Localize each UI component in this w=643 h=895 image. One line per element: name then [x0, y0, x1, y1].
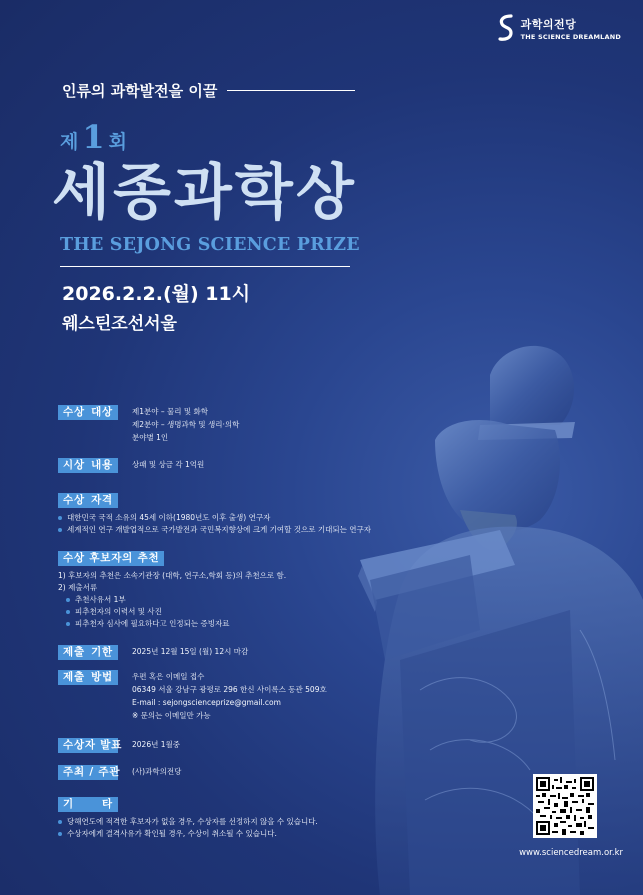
qualification-text: 대한민국 국적 소유의 45세 이하(1980년도 이후 출생) 연구자	[67, 513, 271, 522]
logo-name-ko: 과학의전당	[520, 17, 577, 31]
edition-prefix: 제	[60, 131, 79, 153]
qualification-item	[58, 512, 371, 524]
bullet-icon	[58, 516, 62, 520]
section-qualification	[58, 488, 371, 536]
label-target: 수상 대상	[58, 405, 118, 420]
label-etc: 기 타	[58, 797, 118, 812]
etc-text: 수상자에게 결격사유가 확인될 경우, 수상이 취소될 수 있습니다.	[67, 829, 277, 838]
event-date: 2026.2.2.(월) 11시	[62, 283, 251, 305]
section-nomination	[58, 546, 286, 630]
qualification-text: 세계적인 연구 개발업적으로 국가발전과 국민복지향상에 크게 기여할 것으로 기대되는 연구자	[67, 525, 372, 534]
event-venue: 웨스틴조선서울	[62, 314, 177, 334]
edition	[60, 118, 127, 156]
etc-item	[58, 828, 318, 840]
website-url[interactable]: www.sciencedream.or.kr	[519, 848, 623, 858]
bullet-icon	[58, 820, 62, 824]
bullet-icon	[58, 832, 62, 836]
title-korean: 세종과학상	[52, 158, 357, 228]
document-text: 추천사유서 1부	[75, 595, 126, 604]
bullet-icon	[66, 598, 70, 602]
edition-suffix: 회	[108, 131, 127, 153]
qr-code-icon	[536, 777, 594, 835]
label-nomination: 수상 후보자의 추천	[58, 551, 164, 566]
nomination-line: 2) 제출서류	[58, 583, 98, 592]
section-announce	[58, 738, 180, 753]
tagline-rule	[227, 90, 355, 91]
section-method	[58, 670, 327, 722]
label-method: 제출 방법	[58, 670, 118, 685]
title-english: THE SEJONG SCIENCE PRIZE	[60, 235, 360, 255]
deadline-value: 2025년 12월 15일 (월) 12시 마감	[132, 647, 249, 656]
qr-code[interactable]	[533, 774, 597, 838]
bullet-icon	[58, 528, 62, 532]
document-text: 피추천자의 이력서 및 사진	[75, 607, 162, 616]
announce-value: 2026년 1월중	[132, 740, 180, 749]
section-host	[58, 765, 181, 780]
logo-mark-icon	[497, 14, 515, 42]
label-host: 주최 / 주관	[58, 765, 118, 780]
target-line: 제1분야 – 물리 및 화학	[132, 407, 209, 416]
label-announce: 수상자 발표	[58, 738, 118, 753]
king-sejong-statue-illustration	[340, 330, 643, 895]
award-value: 상패 및 상금 각 1억원	[132, 460, 205, 469]
target-line: 제2분야 – 생명과학 및 생리·의학	[132, 420, 240, 429]
label-deadline: 제출 기한	[58, 645, 118, 660]
method-line: E-mail : sejongscienceprize@gmail.com	[132, 698, 281, 707]
method-values	[132, 670, 327, 722]
document-text: 피추천자 심사에 필요하다고 인정되는 증빙자료	[75, 619, 230, 628]
target-values	[132, 405, 239, 444]
logo-name-en: THE SCIENCE DREAMLAND	[520, 32, 621, 41]
label-qualification: 수상 자격	[58, 493, 118, 508]
etc-text: 당해연도에 적격한 후보자가 없을 경우, 수상자를 선정하지 않을 수 있습니다.	[67, 817, 318, 826]
method-line: ※ 문의는 이메일만 가능	[132, 711, 211, 720]
edition-number: 1	[82, 118, 105, 156]
host-value: (사)과학의전당	[132, 767, 182, 776]
section-deadline	[58, 645, 248, 660]
etc-item	[58, 816, 318, 828]
document-item	[58, 618, 286, 630]
method-line: 우편 혹은 이메일 접수	[132, 672, 205, 681]
label-award: 시상 내용	[58, 458, 118, 473]
document-item	[58, 594, 286, 606]
tagline	[62, 80, 355, 101]
document-item	[58, 606, 286, 618]
bullet-icon	[66, 622, 70, 626]
section-award	[58, 458, 204, 473]
method-line: 06349 서울 강남구 광평로 296 한신 사이록스 동관 509호	[132, 685, 327, 694]
title-rule	[60, 266, 350, 267]
section-target	[58, 405, 239, 444]
section-etc	[58, 792, 318, 840]
nomination-line: 1) 후보자의 추천은 소속기관장 (대학, 연구소,학회 등)의 추천으로 함.	[58, 571, 287, 580]
bullet-icon	[66, 610, 70, 614]
logo	[497, 14, 621, 42]
qualification-item	[58, 524, 371, 536]
tagline-text: 인류의 과학발전을 이끌	[62, 82, 218, 100]
target-line: 분야별 1인	[132, 433, 169, 442]
